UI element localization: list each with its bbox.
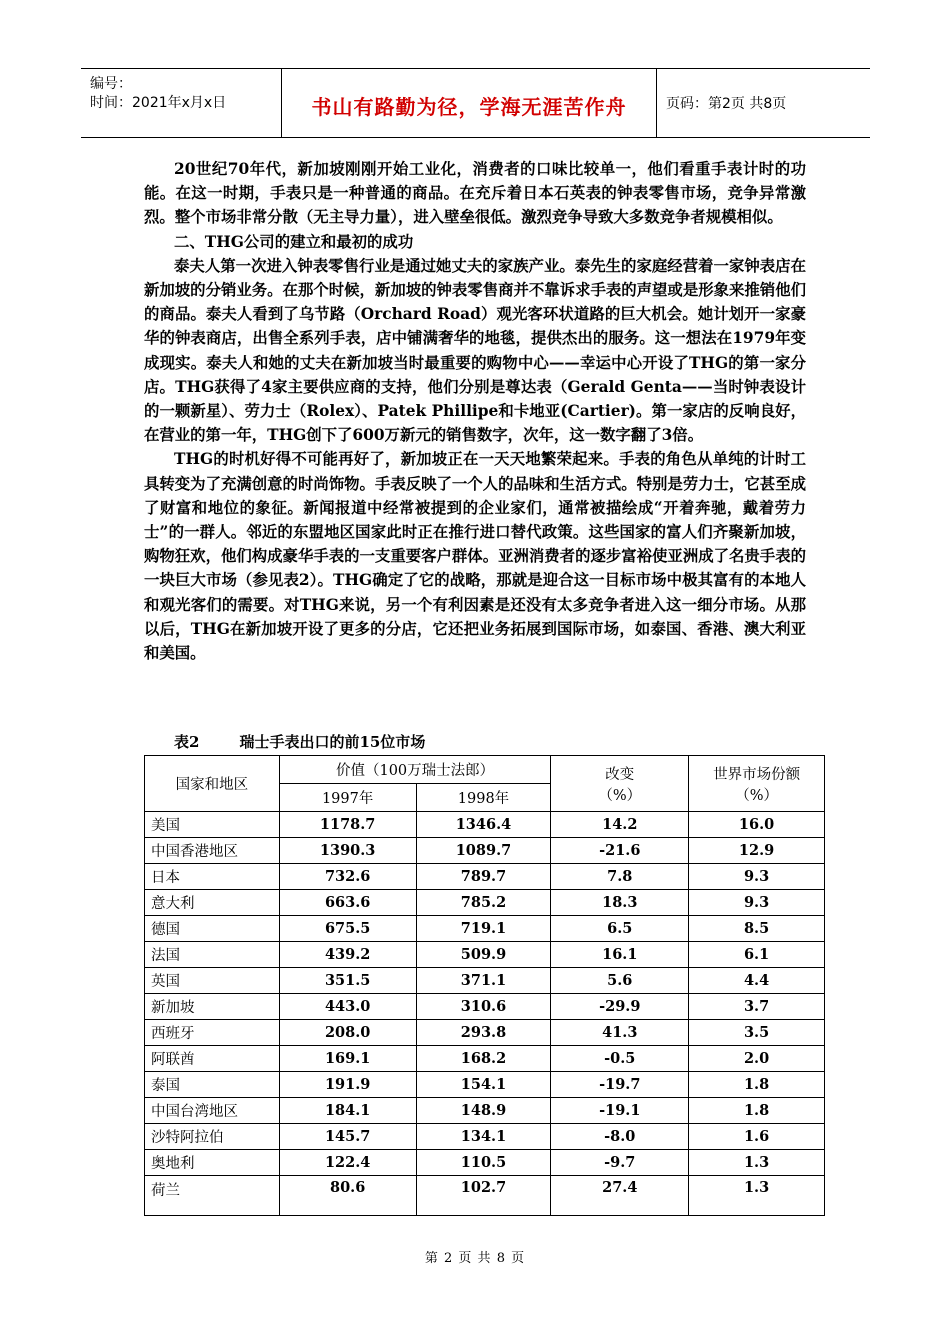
header-change-unit: （%）	[598, 787, 642, 804]
cell-share: 1.6	[689, 1124, 825, 1150]
cell-region: 日本	[145, 864, 280, 890]
cell-value-1998: 154.1	[416, 1072, 551, 1098]
table-title: 瑞士手表出口的前15位市场	[239, 733, 426, 751]
cell-value-1998: 134.1	[416, 1124, 551, 1150]
cell-value-1998: 168.2	[416, 1046, 551, 1072]
cell-share: 8.5	[689, 916, 825, 942]
cell-value-1998: 293.8	[416, 1020, 551, 1046]
header-share-unit: （%）	[735, 787, 778, 804]
export-markets-table	[144, 755, 825, 1216]
cell-change: -9.7	[551, 1150, 689, 1176]
cell-value-1998: 1346.4	[416, 812, 551, 838]
cell-region: 法国	[145, 942, 280, 968]
cell-value-1997: 184.1	[279, 1098, 416, 1124]
cell-share: 6.1	[689, 942, 825, 968]
cell-share: 9.3	[689, 864, 825, 890]
header-share-label: 世界市场份额	[713, 766, 801, 783]
cell-share: 1.3	[689, 1176, 825, 1216]
paragraph: 20世纪70年代，新加坡刚刚开始工业化，消费者的口味比较单一，他们看重手表计时的功能。在这一时期，手表只是一种普通的商品。在充斥着日本石英表的钟表零售市场，竞争异常激烈。整个市场非常分散（无主导力量），进入壁垒很低。激烈竞争导致大多数竞争者规模相似。	[144, 160, 806, 227]
header-divider	[656, 69, 657, 137]
cell-share: 4.4	[689, 968, 825, 994]
cell-value-1997: 351.5	[279, 968, 416, 994]
cell-value-1998: 1089.7	[416, 838, 551, 864]
cell-change: 7.8	[551, 864, 689, 890]
cell-value-1997: 191.9	[279, 1072, 416, 1098]
cell-share: 12.9	[689, 838, 825, 864]
cell-region: 中国香港地区	[145, 838, 280, 864]
cell-change: -19.1	[551, 1098, 689, 1124]
header-value: 价值（100万瑞士法郎）	[279, 756, 551, 784]
cell-change: 16.1	[551, 942, 689, 968]
paragraph: 泰夫人第一次进入钟表零售行业是通过她丈夫的家族产业。泰先生的家庭经营着一家钟表店在新加坡的分销业务。在那个时候，新加坡的钟表零售商并不靠诉求手表的声望或是形象来推销他们的商品。泰夫人看到了乌节路（Orchard Road）观光客环状道路的巨大机会。她计划开一家豪华的钟表商店，出售全系列手表，店中铺满奢华的地毯，提供杰出的服务。这一想法在1979年变成现实。泰夫人和她的丈夫在新加坡当时最重要的购物中心——幸运中心开设了THG的第一家分店。THG获得了4家主要供应商的支持，他们分别是尊达表（Gerald Genta——当时钟表设计的一颗新星）、劳力士（Rolex）、Patek Phillipe和卡地亚(Cartier)。第一家店的反响良好，在营业的第一年，THG创下了600万新元的销售数字，次年，这一数字翻了3倍。	[144, 256, 806, 445]
cell-change: -8.0	[551, 1124, 689, 1150]
cell-value-1997: 675.5	[279, 916, 416, 942]
cell-change: -0.5	[551, 1046, 689, 1072]
cell-region: 奥地利	[145, 1150, 280, 1176]
cell-value-1998: 789.7	[416, 864, 551, 890]
table-row	[145, 1046, 825, 1072]
table-row	[145, 838, 825, 864]
table-row	[145, 1072, 825, 1098]
table-number: 表2	[174, 733, 200, 751]
header-share	[689, 756, 825, 812]
table-row	[145, 942, 825, 968]
cell-region: 意大利	[145, 890, 280, 916]
cell-value-1997: 145.7	[279, 1124, 416, 1150]
cell-value-1998: 371.1	[416, 968, 551, 994]
header-meta	[90, 75, 226, 113]
header-change	[551, 756, 689, 812]
table-row	[145, 890, 825, 916]
cell-share: 2.0	[689, 1046, 825, 1072]
cell-change: -19.7	[551, 1072, 689, 1098]
body-text	[144, 157, 806, 665]
cell-region: 英国	[145, 968, 280, 994]
cell-change: 14.2	[551, 812, 689, 838]
cell-value-1997: 443.0	[279, 994, 416, 1020]
cell-region: 中国台湾地区	[145, 1098, 280, 1124]
cell-value-1997: 80.6	[279, 1176, 416, 1216]
cell-region: 阿联酋	[145, 1046, 280, 1072]
cell-change: 27.4	[551, 1176, 689, 1216]
cell-value-1997: 208.0	[279, 1020, 416, 1046]
cell-value-1998: 102.7	[416, 1176, 551, 1216]
table-row	[145, 968, 825, 994]
cell-value-1997: 663.6	[279, 890, 416, 916]
cell-value-1997: 1390.3	[279, 838, 416, 864]
header-motto: 书山有路勤为径，学海无涯苦作舟	[311, 95, 627, 119]
cell-share: 1.8	[689, 1072, 825, 1098]
header-region: 国家和地区	[145, 756, 280, 812]
document-time-label: 时间：2021年x月x日	[90, 95, 227, 111]
cell-region: 德国	[145, 916, 280, 942]
cell-change: 18.3	[551, 890, 689, 916]
cell-value-1998: 719.1	[416, 916, 551, 942]
cell-share: 1.3	[689, 1150, 825, 1176]
header-1997: 1997年	[279, 784, 416, 812]
cell-region: 泰国	[145, 1072, 280, 1098]
table-caption	[174, 731, 425, 752]
table-row	[145, 1150, 825, 1176]
cell-change: 6.5	[551, 916, 689, 942]
cell-region: 沙特阿拉伯	[145, 1124, 280, 1150]
header-change-label: 改变	[605, 766, 635, 783]
section-heading: 二、THG公司的建立和最初的成功	[174, 232, 414, 251]
cell-share: 16.0	[689, 812, 825, 838]
header-page-info: 页码：第2页 共8页	[666, 96, 787, 112]
cell-value-1997: 732.6	[279, 864, 416, 890]
cell-value-1998: 310.6	[416, 994, 551, 1020]
cell-share: 1.8	[689, 1098, 825, 1124]
table-row	[145, 1176, 825, 1216]
table-row	[145, 916, 825, 942]
table-row	[145, 1124, 825, 1150]
cell-share: 3.5	[689, 1020, 825, 1046]
document-code-label: 编号：	[90, 76, 132, 92]
paragraph: THG的时机好得不可能再好了，新加坡正在一天天地繁荣起来。手表的角色从单纯的计时工具转变为了充满创意的时尚饰物。手表反映了一个人的品味和生活方式。特别是劳力士，它甚至成了财富和地位的象征。新闻报道中经常被提到的企业家们，通常被描绘成“开着奔驰，戴着劳力士”的一群人。邻近的东盟地区国家此时正在推行进口替代政策。这些国家的富人们齐聚新加坡，购物狂欢，他们构成豪华手表的一支重要客户群体。亚洲消费者的逐步富裕使亚洲成了名贵手表的一块巨大市场（参见表2）。THG确定了它的战略，那就是迎合这一目标市场中极其富有的本地人和观光客们的需要。对THG来说，另一个有利因素是还没有太多竞争者进入这一细分市场。从那以后，THG在新加坡开设了更多的分店，它还把业务拓展到国际市场，如泰国、香港、澳大利亚和美国。	[144, 450, 806, 663]
cell-value-1997: 122.4	[279, 1150, 416, 1176]
cell-region: 美国	[145, 812, 280, 838]
cell-region: 西班牙	[145, 1020, 280, 1046]
cell-region: 新加坡	[145, 994, 280, 1020]
cell-region: 荷兰	[145, 1176, 280, 1216]
cell-share: 9.3	[689, 890, 825, 916]
cell-value-1997: 439.2	[279, 942, 416, 968]
table-row	[145, 864, 825, 890]
cell-value-1997: 169.1	[279, 1046, 416, 1072]
header-1998: 1998年	[416, 784, 551, 812]
page-header	[81, 68, 870, 138]
table-row	[145, 1098, 825, 1124]
cell-change: 5.6	[551, 968, 689, 994]
cell-value-1998: 110.5	[416, 1150, 551, 1176]
cell-change: 41.3	[551, 1020, 689, 1046]
page-footer: 第 2 页 共 8 页	[424, 1251, 526, 1266]
cell-change: -21.6	[551, 838, 689, 864]
cell-value-1998: 785.2	[416, 890, 551, 916]
table-row	[145, 1020, 825, 1046]
table-row	[145, 812, 825, 838]
cell-value-1998: 148.9	[416, 1098, 551, 1124]
cell-change: -29.9	[551, 994, 689, 1020]
table-row	[145, 994, 825, 1020]
cell-share: 3.7	[689, 994, 825, 1020]
cell-value-1997: 1178.7	[279, 812, 416, 838]
cell-value-1998: 509.9	[416, 942, 551, 968]
